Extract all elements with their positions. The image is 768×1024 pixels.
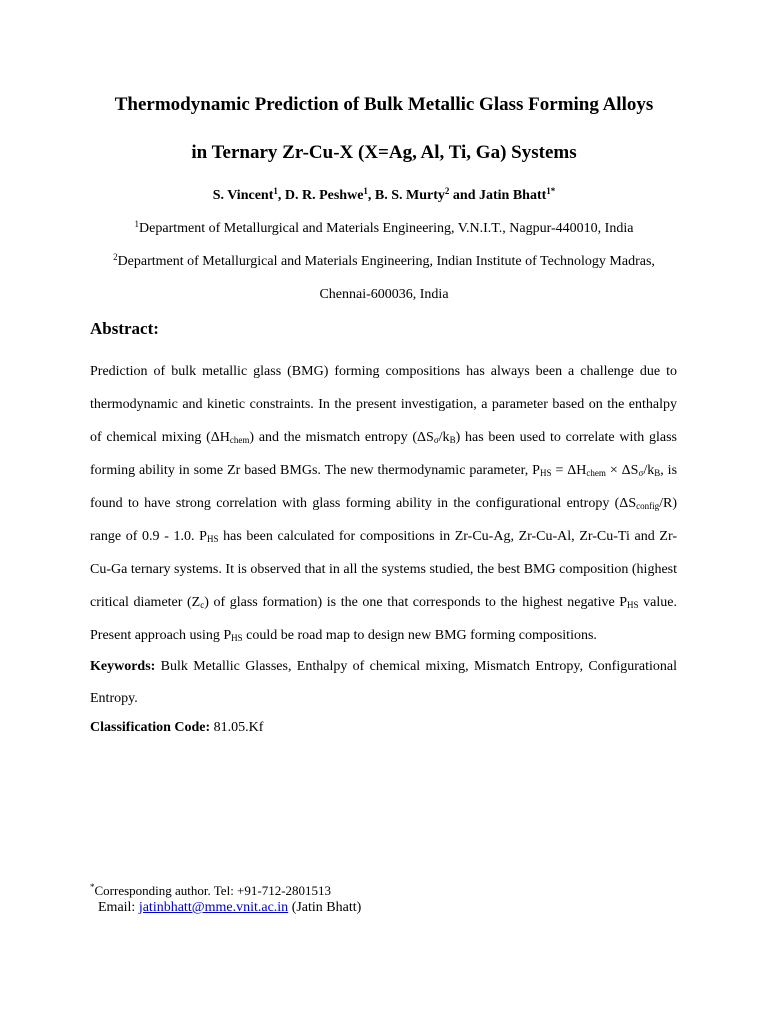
abstract-text: has been calculated for compositions in Zr-Cu-Ag, Zr-Cu-Al, Zr-Cu-Ti and Zr-Cu-Ga ternary systems. It is observed that in all the systems studied, the best BMG composition (highest critical diameter (Z <box>90 529 677 610</box>
abstract-subscript: config <box>636 501 660 511</box>
email-link[interactable]: jatinbhatt@mme.vnit.ac.in <box>138 900 289 915</box>
abstract-text: ΔH <box>210 430 230 445</box>
affiliation-2-continued: Chennai-600036, India <box>319 287 449 302</box>
footnote-email <box>98 899 361 917</box>
author-affiliation-mark: 2 <box>444 186 450 196</box>
abstract-text: could be road map to design new BMG forming compositions. <box>242 628 597 643</box>
abstract-text: , is found to have strong correlation with glass forming ability in the configurational entropy (ΔS <box>90 463 678 511</box>
author-name: S. Vincent <box>212 188 274 203</box>
footnote-corresponding-author <box>90 882 331 900</box>
abstract-subscript: HS <box>206 534 219 544</box>
classification-label: Classification Code: <box>90 720 211 735</box>
abstract-heading: Abstract: <box>90 319 159 338</box>
abstract-subscript: chem <box>229 435 250 445</box>
abstract-text: ΔS <box>417 430 434 445</box>
paper-title-line-1: Thermodynamic Prediction of Bulk Metallic Glass Forming Alloys <box>114 94 654 115</box>
abstract-text: /R) range of 0.9 - 1.0. P <box>90 496 677 544</box>
author-affiliation-mark: 1 <box>273 186 278 196</box>
keywords-text: Bulk Metallic Glasses, Enthalpy of chemical mixing, Mismatch Entropy, Configurational Entropy. <box>90 659 677 706</box>
abstract-text: Prediction of bulk metallic glass (BMG) forming compositions has always been a challenge due to thermodynamic and kinetic constraints. In the present investigation, a parameter based on the enthalpy of chemical mixing ( <box>90 364 677 445</box>
abstract-body <box>90 355 677 652</box>
author-affiliation-mark: 1* <box>546 186 556 196</box>
author-list <box>60 186 708 206</box>
paper-title-line-2: in Ternary Zr-Cu-X (X=Ag, Al, Ti, Ga) Systems <box>191 142 577 163</box>
abstract-subscript: c <box>200 600 205 610</box>
affiliation-mark: 2 <box>113 252 118 262</box>
affiliation-text: Department of Metallurgical and Materials Engineering, Indian Institute of Technology Madras, <box>117 254 655 269</box>
classification-code <box>90 716 263 740</box>
abstract-text: ) of glass formation) is the one that corresponds to the highest negative P <box>204 595 628 610</box>
abstract-text: /k <box>643 463 655 478</box>
keywords <box>90 651 677 715</box>
author-separator: and <box>449 188 479 203</box>
author-name: Jatin Bhatt <box>479 188 547 203</box>
footnote-mark: * <box>90 882 95 892</box>
footnote-text: Corresponding author. Tel: +91-712-2801513 <box>94 883 332 898</box>
author-separator: , <box>277 188 285 203</box>
abstract-text: ) has been used to correlate with glass forming ability in some Zr based BMGs. The new thermodynamic parameter, P <box>90 430 677 478</box>
abstract-subscript: B <box>654 468 661 478</box>
author-name: B. S. Murty <box>374 188 445 203</box>
author-name: D. R. Peshwe <box>284 188 364 203</box>
abstract-text: × ΔS <box>605 463 639 478</box>
keywords-label: Keywords: <box>90 659 156 674</box>
abstract-text: /k <box>438 430 450 445</box>
affiliation-1 <box>60 219 708 239</box>
abstract-text: ) and the mismatch entropy ( <box>249 430 418 445</box>
author-separator: , <box>367 188 375 203</box>
author-affiliation-mark: 1 <box>363 186 368 196</box>
abstract-subscript: HS <box>539 468 552 478</box>
classification-value: 81.05.Kf <box>210 720 264 735</box>
abstract-text: = ΔH <box>551 463 587 478</box>
affiliation-2 <box>60 252 708 272</box>
email-label: Email: <box>98 900 139 915</box>
affiliation-text: Department of Metallurgical and Materials Engineering, V.N.I.T., Nagpur-440010, India <box>139 221 634 236</box>
affiliation-mark: 1 <box>134 219 140 229</box>
abstract-subscript: HS <box>231 633 243 643</box>
abstract-subscript: σ <box>638 468 644 478</box>
abstract-subscript: σ <box>433 435 439 445</box>
abstract-text: value. Present approach using P <box>90 595 677 643</box>
abstract-subscript: HS <box>627 600 639 610</box>
email-suffix: (Jatin Bhatt) <box>288 900 362 915</box>
abstract-subscript: chem <box>586 468 606 478</box>
abstract-subscript: B <box>449 435 456 445</box>
